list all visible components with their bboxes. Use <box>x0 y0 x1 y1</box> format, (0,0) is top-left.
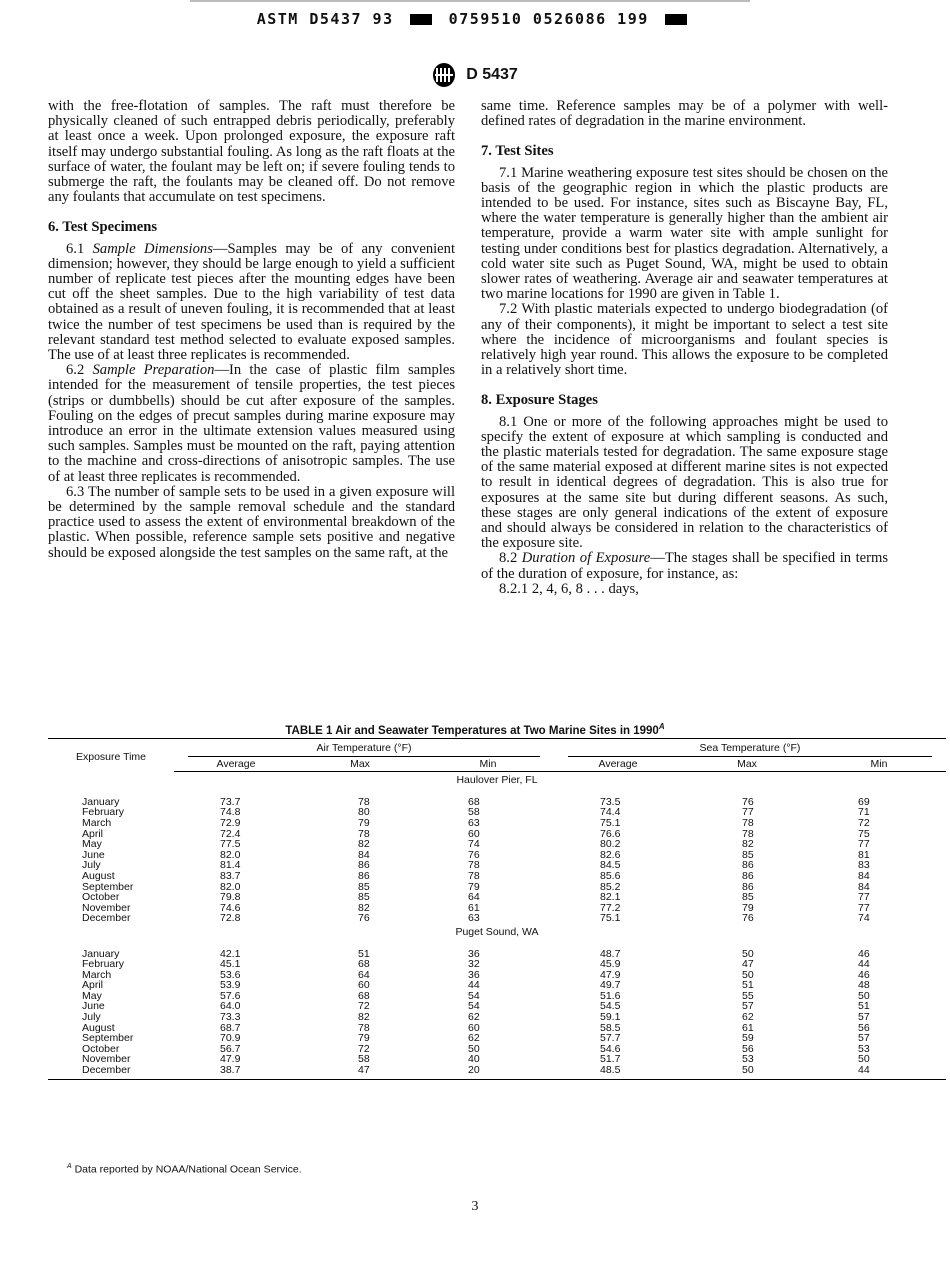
value-cell: 54 <box>468 1000 480 1013</box>
value-cell: 57 <box>858 1011 870 1024</box>
value-cell: 78 <box>468 869 480 882</box>
value-cell: 72 <box>358 1042 370 1055</box>
month-cell: May <box>82 838 102 851</box>
month-cell: December <box>82 1064 131 1077</box>
value-cell: 72.9 <box>220 816 241 829</box>
paragraph-6-1 <box>48 242 455 364</box>
left-column <box>48 99 455 561</box>
value-cell: 85.2 <box>600 880 621 893</box>
value-cell: 73.3 <box>220 1011 241 1024</box>
table-title <box>0 722 950 737</box>
value-cell: 47.9 <box>220 1053 241 1066</box>
table-row <box>48 1023 946 1034</box>
value-cell: 64 <box>358 968 370 981</box>
month-cell: July <box>82 859 101 872</box>
value-cell: 64.0 <box>220 1000 241 1013</box>
month-cell: March <box>82 968 112 981</box>
value-cell: 62 <box>468 1032 480 1045</box>
month-cell: May <box>82 989 102 1002</box>
value-cell: 81 <box>858 848 870 861</box>
value-cell: 47 <box>358 1064 370 1077</box>
value-cell: 85 <box>742 848 754 861</box>
table-row <box>48 980 946 991</box>
site-name: Puget Sound, WA <box>455 925 539 938</box>
table-row <box>48 797 946 808</box>
value-cell: 57.7 <box>600 1032 621 1045</box>
table-row <box>48 818 946 829</box>
value-cell: 50 <box>858 989 870 1002</box>
table-bottom-rule <box>48 1076 946 1080</box>
value-cell: 72 <box>358 1000 370 1013</box>
month-cell: September <box>82 1032 134 1045</box>
column-header-sea-max: Max <box>682 758 812 772</box>
value-cell: 85 <box>358 891 370 904</box>
value-cell: 82.0 <box>220 880 241 893</box>
table-footnote <box>67 1163 302 1176</box>
table-row <box>48 1012 946 1023</box>
paragraph-7-2: 7.2 With plastic materials expected to undergo biodegradation (of any of their components), it might be important to select a test site where the incidence of microorganisms and foulant species is relatively high year round. This allows the exposure to be completed in a relatively short time. <box>481 301 888 379</box>
value-cell: 60 <box>468 1021 480 1034</box>
value-cell: 45.1 <box>220 958 241 971</box>
value-cell: 48.5 <box>600 1064 621 1077</box>
rule-cell <box>48 1076 946 1080</box>
value-cell: 53 <box>858 1042 870 1055</box>
value-cell: 82 <box>358 838 370 851</box>
value-cell: 85.6 <box>600 869 621 882</box>
value-cell: 79 <box>468 880 480 893</box>
value-cell: 50 <box>468 1042 480 1055</box>
redaction-block <box>665 14 687 25</box>
table-row <box>48 871 946 882</box>
astm-logo-icon <box>432 62 456 88</box>
value-cell: 50 <box>858 1053 870 1066</box>
month-cell: April <box>82 979 104 992</box>
column-header-exposure-time: Exposure Time <box>48 739 174 772</box>
value-cell: 49.7 <box>600 979 621 992</box>
table-row <box>48 1054 946 1065</box>
paragraph-continued: with the free-flotation of samples. The raft must therefore be physically cleaned of such entrapped debris periodically, preferably at least once a week. Upon prolonged exposure, the exposure raft itself may undergo substantial fouling. As long as the raft floats at the surface of water, the foulant may be left on; if severe fouling tends to submerge the raft, the foulants may be cleaned off. Do not remove any foulants that accumulate on test specimens. <box>48 98 455 206</box>
value-cell: 68 <box>468 795 480 808</box>
table-row <box>48 1033 946 1044</box>
value-cell: 20 <box>468 1064 480 1077</box>
value-cell: 68.7 <box>220 1021 241 1034</box>
value-cell: 82.6 <box>600 848 621 861</box>
value-cell: 51 <box>858 1000 870 1013</box>
value-cell: 38.7 <box>220 1064 241 1077</box>
clause-number: 6.1 <box>66 240 93 257</box>
value-cell: 68 <box>358 989 370 1002</box>
value-cell: 86 <box>358 869 370 882</box>
value-cell: 72.8 <box>220 912 241 925</box>
value-cell: 81.4 <box>220 859 241 872</box>
value-cell: 77.2 <box>600 901 621 914</box>
value-cell: 50 <box>742 947 754 960</box>
value-cell: 79 <box>358 816 370 829</box>
column-header-air-min: Min <box>422 758 554 772</box>
value-cell: 80 <box>358 806 370 819</box>
table-row <box>48 959 946 970</box>
footnote-text: Data reported by NOAA/National Ocean Service. <box>71 1163 302 1176</box>
value-cell: 57.6 <box>220 989 241 1002</box>
month-cell: August <box>82 1021 115 1034</box>
table-row <box>48 1044 946 1055</box>
table-row <box>48 970 946 981</box>
value-cell: 56 <box>858 1021 870 1034</box>
scan-top-line <box>190 0 750 2</box>
value-cell: 44 <box>858 1064 870 1077</box>
month-cell: August <box>82 869 115 882</box>
value-cell: 84 <box>358 848 370 861</box>
value-cell: 82.1 <box>600 891 621 904</box>
redaction-block <box>410 14 432 25</box>
site-name: Haulover Pier, FL <box>456 774 538 787</box>
value-cell: 53.9 <box>220 979 241 992</box>
table-row <box>48 913 946 924</box>
value-cell: 55 <box>742 989 754 1002</box>
clause-title: Duration of Exposure <box>521 550 651 567</box>
table-title-text: TABLE 1 Air and Seawater Temperatures at Two Marine Sites in 1990 <box>285 724 659 737</box>
value-cell: 85 <box>742 891 754 904</box>
value-cell: 68 <box>358 958 370 971</box>
month-cell: April <box>82 827 104 840</box>
value-cell: 85 <box>358 880 370 893</box>
site-header-row <box>48 772 946 797</box>
value-cell: 45.9 <box>600 958 621 971</box>
value-cell: 73.7 <box>220 795 241 808</box>
value-cell: 69 <box>858 795 870 808</box>
clause-number: 6.2 <box>66 362 93 379</box>
month-cell: January <box>82 947 120 960</box>
value-cell: 54.6 <box>600 1042 621 1055</box>
paragraph-continued: same time. Reference samples may be of a polymer with well-defined rates of degradation in the marine environment. <box>481 98 888 130</box>
value-cell: 84 <box>858 880 870 893</box>
value-cell: 50 <box>742 968 754 981</box>
value-cell: 79.8 <box>220 891 241 904</box>
right-column <box>481 99 888 597</box>
value-cell: 56.7 <box>220 1042 241 1055</box>
table-row <box>48 839 946 850</box>
month-cell: November <box>82 901 131 914</box>
value-cell: 54.5 <box>600 1000 621 1013</box>
value-cell: 48 <box>858 979 870 992</box>
paragraph-7-1: 7.1 Marine weathering exposure test sites should be chosen on the basis of the geographic region in which the plastic products are intended to be used. For instance, sites such as Biscayne Bay, FL, where the water temperature is generally higher than the ambient air temperature, provide a warm water site with ample sunlight for testing under conditions best for plastics degradation. Alternatively, a cold water site such as Puget Sound, WA, might be used to obtain slower rates of weathering. Average air and seawater temperatures at two marine locations for 1990 are given in Table 1. <box>481 164 888 303</box>
value-cell: 48.7 <box>600 947 621 960</box>
clause-title: Sample Preparation <box>92 362 215 379</box>
standard-designation: D 5437 <box>466 66 518 83</box>
document-code-header <box>0 10 950 28</box>
value-cell: 51.7 <box>600 1053 621 1066</box>
value-cell: 75.1 <box>600 816 621 829</box>
table-row <box>48 860 946 871</box>
value-cell: 57 <box>742 1000 754 1013</box>
value-cell: 82 <box>358 1011 370 1024</box>
table-row <box>48 1001 946 1012</box>
value-cell: 64 <box>468 891 480 904</box>
value-cell: 32 <box>468 958 480 971</box>
table-row <box>48 892 946 903</box>
value-cell: 86 <box>742 869 754 882</box>
value-cell: 56 <box>742 1042 754 1055</box>
value-cell: 74.6 <box>220 901 241 914</box>
value-cell: 59.1 <box>600 1011 621 1024</box>
value-cell: 74 <box>858 912 870 925</box>
value-cell: 63 <box>468 816 480 829</box>
month-cell: November <box>82 1053 131 1066</box>
value-cell: 47 <box>742 958 754 971</box>
code-part-b: 0759510 0526086 199 <box>448 10 649 28</box>
month-cell: October <box>82 891 120 904</box>
value-cell: 78 <box>358 827 370 840</box>
value-cell: 84 <box>858 869 870 882</box>
value-cell: 79 <box>358 1032 370 1045</box>
table-row <box>48 991 946 1002</box>
table-row <box>48 1065 946 1076</box>
value-cell: 82.0 <box>220 848 241 861</box>
clause-number: 8.2 <box>499 550 522 567</box>
air-temperature-label: Air Temperature (°F) <box>188 743 540 757</box>
value-cell: 61 <box>742 1021 754 1034</box>
paragraph-8-2-1: 8.2.1 2, 4, 6, 8 . . . days, <box>499 580 639 597</box>
value-cell: 72.4 <box>220 827 241 840</box>
month-cell: March <box>82 816 112 829</box>
column-header-air-max: Max <box>298 758 422 772</box>
value-cell: 86 <box>742 859 754 872</box>
value-cell: 60 <box>358 979 370 992</box>
table-row <box>48 903 946 914</box>
value-cell: 74 <box>468 838 480 851</box>
value-cell: 79 <box>742 901 754 914</box>
month-cell: September <box>82 880 134 893</box>
value-cell: 76 <box>468 848 480 861</box>
value-cell: 63 <box>468 912 480 925</box>
month-cell: June <box>82 1000 105 1013</box>
month-cell: February <box>82 958 125 971</box>
page-number: 3 <box>471 1199 479 1214</box>
clause-text: —The stages shall be specified in terms of the duration of exposure, for instance, as: <box>481 550 888 582</box>
site-header-row <box>48 924 946 949</box>
clause-text: —In the case of plastic film samples intended for the measurement of tensile properties, the test pieces (strips or dumbbells) should be cut after exposure of the samples. Fouling on the edges of precut samples during marine exposure may introduce an error in the ultimate extension values measured using such samples. Samples must be mounted on the raft, paying attention to the machine and cross-directions of anisotropic samples. The use of at least three replicates is recommended. <box>48 362 456 485</box>
paragraph-6-3: 6.3 The number of sample sets to be used in a given exposure will be determined by the sample removal schedule and the standard practice used to assess the extent of environmental breakdown of the plastic. When possible, reference sample sets positive and negative should be exposed alongside the test samples on the same raft, at the <box>48 483 455 561</box>
footnote-mark: A <box>67 1163 72 1170</box>
value-cell: 46 <box>858 947 870 960</box>
value-cell: 84.5 <box>600 859 621 872</box>
designation-row <box>0 62 950 88</box>
value-cell: 76.6 <box>600 827 621 840</box>
table-row <box>48 850 946 861</box>
month-cell: October <box>82 1042 120 1055</box>
value-cell: 80.2 <box>600 838 621 851</box>
value-cell: 44 <box>858 958 870 971</box>
value-cell: 83 <box>858 859 870 872</box>
paragraph-8-1: 8.1 One or more of the following approaches might be used to specify the extent of exposure at which sampling is conducted and the plastic materials tested for degradation. The same exposure stage of the same material exposed at different marine sites is not expected to result in identical degrees of degradation. This is also true for exposures at the same site but during different seasons. As such, these stages are only general indications of the extent of exposure and should always be considered in relation to the characteristics of the exposure site. <box>481 413 888 552</box>
temperature-table <box>48 738 946 1080</box>
value-cell: 57 <box>858 1032 870 1045</box>
value-cell: 44 <box>468 979 480 992</box>
column-group-sea <box>554 739 946 758</box>
sea-temperature-label: Sea Temperature (°F) <box>568 743 932 757</box>
value-cell: 86 <box>742 880 754 893</box>
section-heading-exposure-stages: 8. Exposure Stages <box>481 392 598 409</box>
value-cell: 61 <box>468 901 480 914</box>
table-body <box>48 772 946 1079</box>
column-group-air <box>174 739 554 758</box>
value-cell: 76 <box>358 912 370 925</box>
clause-text: —Samples may be of any convenient dimension; however, they should be large enough to yield a sufficient number of replicate test pieces after the mounting edges have been cut off the sheet samples. Due to the high variability of test data obtained as a result of uneven fouling, it is recommended that at least twice the number of test specimens be used than is required by the relevant standard test method selected to evaluate exposed samples. The use of at least three replicates is recommended. <box>48 240 455 364</box>
table-row <box>48 829 946 840</box>
value-cell: 36 <box>468 968 480 981</box>
value-cell: 77.5 <box>220 838 241 851</box>
value-cell: 78 <box>358 1021 370 1034</box>
value-cell: 82 <box>358 901 370 914</box>
value-cell: 42.1 <box>220 947 241 960</box>
value-cell: 62 <box>742 1011 754 1024</box>
value-cell: 77 <box>858 891 870 904</box>
code-part-a: ASTM D5437 93 <box>256 10 394 28</box>
column-header-sea-average: Average <box>554 758 682 772</box>
table-row <box>48 807 946 818</box>
value-cell: 78 <box>742 816 754 829</box>
value-cell: 47.9 <box>600 968 621 981</box>
value-cell: 62 <box>468 1011 480 1024</box>
value-cell: 75.1 <box>600 912 621 925</box>
value-cell: 78 <box>468 859 480 872</box>
paragraph-6-2 <box>48 363 455 485</box>
month-cell: June <box>82 848 105 861</box>
clause-title: Sample Dimensions <box>92 240 213 257</box>
month-cell: July <box>82 1011 101 1024</box>
value-cell: 76 <box>742 795 754 808</box>
month-cell: January <box>82 795 120 808</box>
value-cell: 54 <box>468 989 480 1002</box>
value-cell: 78 <box>742 827 754 840</box>
paragraph-8-2 <box>481 551 888 581</box>
value-cell: 70.9 <box>220 1032 241 1045</box>
value-cell: 76 <box>742 912 754 925</box>
month-cell: December <box>82 912 131 925</box>
value-cell: 83.7 <box>220 869 241 882</box>
value-cell: 75 <box>858 827 870 840</box>
value-cell: 51 <box>358 947 370 960</box>
value-cell: 59 <box>742 1032 754 1045</box>
value-cell: 77 <box>858 901 870 914</box>
value-cell: 82 <box>742 838 754 851</box>
value-cell: 74.8 <box>220 806 241 819</box>
value-cell: 71 <box>858 806 870 819</box>
value-cell: 58 <box>358 1053 370 1066</box>
value-cell: 51.6 <box>600 989 621 1002</box>
value-cell: 40 <box>468 1053 480 1066</box>
value-cell: 60 <box>468 827 480 840</box>
value-cell: 36 <box>468 947 480 960</box>
column-header-sea-min: Min <box>812 758 946 772</box>
table-row <box>48 882 946 893</box>
table-row <box>48 949 946 960</box>
table-title-note: A <box>658 722 665 731</box>
value-cell: 86 <box>358 859 370 872</box>
value-cell: 50 <box>742 1064 754 1077</box>
section-heading-test-sites: 7. Test Sites <box>481 143 554 160</box>
column-header-air-average: Average <box>174 758 298 772</box>
value-cell: 58 <box>468 806 480 819</box>
value-cell: 74.4 <box>600 806 621 819</box>
value-cell: 53 <box>742 1053 754 1066</box>
value-cell: 46 <box>858 968 870 981</box>
value-cell: 77 <box>742 806 754 819</box>
value-cell: 53.6 <box>220 968 241 981</box>
value-cell: 51 <box>742 979 754 992</box>
value-cell: 78 <box>358 795 370 808</box>
value-cell: 73.5 <box>600 795 621 808</box>
value-cell: 72 <box>858 816 870 829</box>
value-cell: 58.5 <box>600 1021 621 1034</box>
value-cell: 77 <box>858 838 870 851</box>
section-heading-test-specimens: 6. Test Specimens <box>48 219 158 236</box>
month-cell: February <box>82 806 125 819</box>
